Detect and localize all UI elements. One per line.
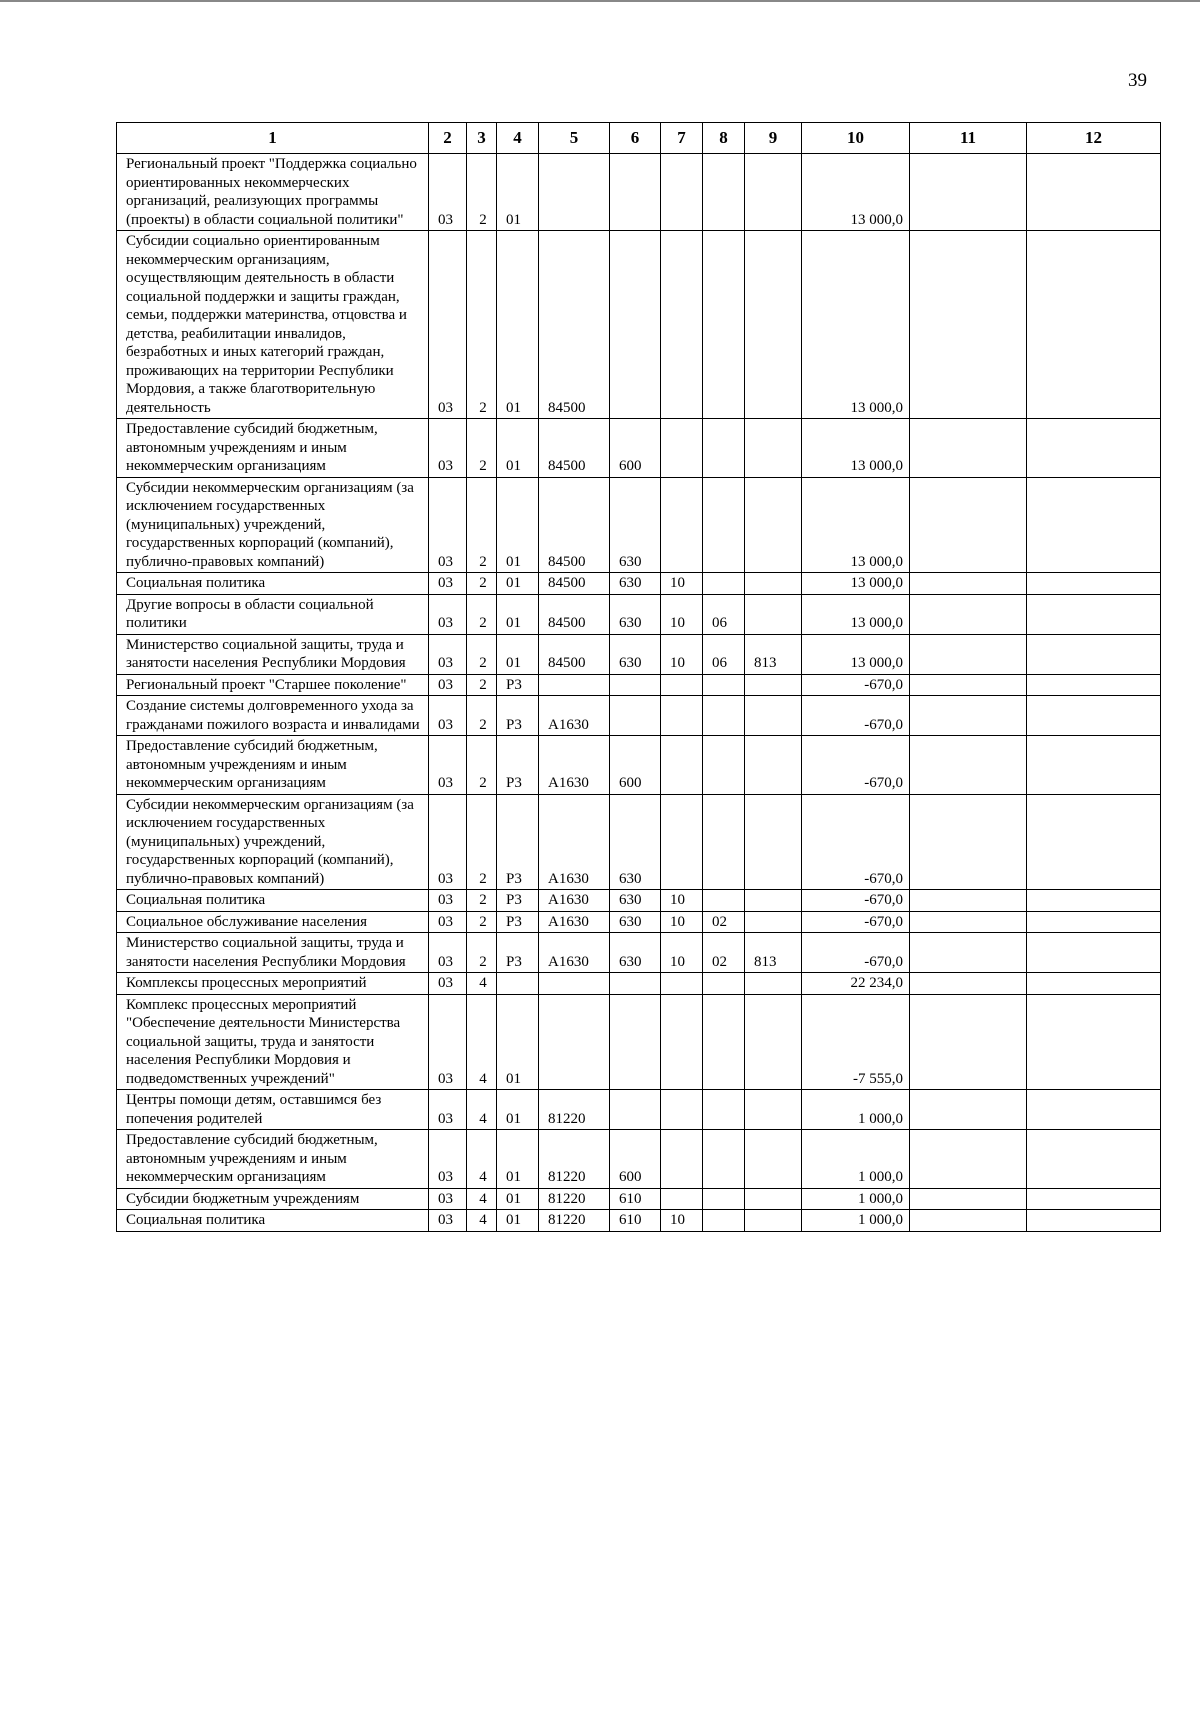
section-cell: 10: [661, 594, 703, 634]
column-11-cell: [910, 933, 1027, 973]
amount-cell: 22 234,0: [802, 973, 910, 995]
subsection-cell: [703, 1090, 745, 1130]
row-name-cell: Субсидии некоммерческим организациям (за исключением государственных (муниципальных) учреждений, государственных корпораций (компаний), публично-правовых компаний): [117, 477, 429, 573]
program-code-cell: 4: [467, 1188, 497, 1210]
ministry-code-cell: [745, 1188, 802, 1210]
amount-cell: 13 000,0: [802, 594, 910, 634]
section-cell: [661, 1090, 703, 1130]
subsection-cell: [703, 1210, 745, 1232]
expense-type-cell: 600: [610, 419, 661, 478]
column-12-cell: [1027, 419, 1161, 478]
row-name-cell: Предоставление субсидий бюджетным, автономным учреждениям и иным некоммерческим организациям: [117, 1130, 429, 1189]
column-header: 12: [1027, 123, 1161, 154]
column-12-cell: [1027, 994, 1161, 1090]
section-code-cell: 03: [429, 736, 467, 795]
project-code-cell: Р3: [497, 890, 539, 912]
subsection-cell: [703, 674, 745, 696]
subsection-cell: [703, 973, 745, 995]
direction-code-cell: А1630: [539, 736, 610, 795]
ministry-code-cell: [745, 994, 802, 1090]
row-name-cell: Создание системы долговременного ухода за гражданами пожилого возраста и инвалидами: [117, 696, 429, 736]
program-code-cell: 2: [467, 231, 497, 419]
table-row: [117, 419, 1161, 478]
amount-cell: 13 000,0: [802, 154, 910, 231]
column-12-cell: [1027, 154, 1161, 231]
project-code-cell: 01: [497, 154, 539, 231]
section-cell: [661, 477, 703, 573]
subsection-cell: [703, 696, 745, 736]
ministry-code-cell: [745, 973, 802, 995]
column-12-cell: [1027, 634, 1161, 674]
amount-cell: -670,0: [802, 911, 910, 933]
column-11-cell: [910, 573, 1027, 595]
subsection-cell: [703, 477, 745, 573]
subsection-cell: [703, 419, 745, 478]
row-name-cell: Министерство социальной защиты, труда и занятости населения Республики Мордовия: [117, 933, 429, 973]
column-12-cell: [1027, 973, 1161, 995]
program-code-cell: 2: [467, 736, 497, 795]
column-11-cell: [910, 794, 1027, 890]
section-code-cell: 03: [429, 154, 467, 231]
program-code-cell: 2: [467, 911, 497, 933]
section-code-cell: 03: [429, 477, 467, 573]
table-body: [117, 154, 1161, 1232]
subsection-cell: [703, 231, 745, 419]
ministry-code-cell: [745, 1130, 802, 1189]
section-cell: 10: [661, 933, 703, 973]
section-code-cell: 03: [429, 696, 467, 736]
section-code-cell: 03: [429, 994, 467, 1090]
subsection-cell: [703, 1130, 745, 1189]
project-code-cell: Р3: [497, 933, 539, 973]
program-code-cell: 2: [467, 696, 497, 736]
row-name-cell: Субсидии социально ориентированным некоммерческим организациям, осуществляющим деятельность в области социальной поддержки и защиты граждан, семьи, поддержки материнства, отцовства и детства, реабилитации инвалидов, безработных и иных категорий граждан, проживающих на территории Республики Мордовия, а также благотворительную деятельность: [117, 231, 429, 419]
section-cell: 10: [661, 911, 703, 933]
row-name-cell: Субсидии бюджетным учреждениям: [117, 1188, 429, 1210]
project-code-cell: 01: [497, 1130, 539, 1189]
program-code-cell: 2: [467, 634, 497, 674]
section-cell: 10: [661, 573, 703, 595]
project-code-cell: 01: [497, 231, 539, 419]
expense-type-cell: 630: [610, 890, 661, 912]
expense-type-cell: 630: [610, 594, 661, 634]
section-code-cell: 03: [429, 1188, 467, 1210]
direction-code-cell: [539, 154, 610, 231]
table-row: [117, 973, 1161, 995]
expense-type-cell: 610: [610, 1210, 661, 1232]
column-header: 5: [539, 123, 610, 154]
direction-code-cell: 84500: [539, 477, 610, 573]
header-row: [117, 123, 1161, 154]
amount-cell: -670,0: [802, 890, 910, 912]
expense-type-cell: 600: [610, 1130, 661, 1189]
section-cell: [661, 973, 703, 995]
section-cell: 10: [661, 634, 703, 674]
project-code-cell: [497, 973, 539, 995]
amount-cell: -7 555,0: [802, 994, 910, 1090]
program-code-cell: 2: [467, 933, 497, 973]
column-11-cell: [910, 890, 1027, 912]
section-cell: [661, 736, 703, 795]
section-code-cell: 03: [429, 634, 467, 674]
table-row: [117, 1188, 1161, 1210]
column-11-cell: [910, 1090, 1027, 1130]
expense-type-cell: 610: [610, 1188, 661, 1210]
direction-code-cell: [539, 973, 610, 995]
column-11-cell: [910, 1188, 1027, 1210]
subsection-cell: 02: [703, 911, 745, 933]
column-12-cell: [1027, 1130, 1161, 1189]
subsection-cell: [703, 154, 745, 231]
program-code-cell: 2: [467, 154, 497, 231]
row-name-cell: Центры помощи детям, оставшимся без попечения родителей: [117, 1090, 429, 1130]
column-header: 1: [117, 123, 429, 154]
project-code-cell: Р3: [497, 794, 539, 890]
ministry-code-cell: [745, 890, 802, 912]
column-11-cell: [910, 594, 1027, 634]
section-cell: [661, 794, 703, 890]
project-code-cell: 01: [497, 573, 539, 595]
table-row: [117, 933, 1161, 973]
ministry-code-cell: [745, 911, 802, 933]
expense-type-cell: [610, 973, 661, 995]
program-code-cell: 2: [467, 419, 497, 478]
column-12-cell: [1027, 794, 1161, 890]
direction-code-cell: [539, 994, 610, 1090]
project-code-cell: 01: [497, 594, 539, 634]
ministry-code-cell: [745, 154, 802, 231]
row-name-cell: Субсидии некоммерческим организациям (за исключением государственных (муниципальных) учреждений, государственных корпораций (компаний), публично-правовых компаний): [117, 794, 429, 890]
table-row: [117, 477, 1161, 573]
project-code-cell: Р3: [497, 674, 539, 696]
expense-type-cell: 630: [610, 911, 661, 933]
amount-cell: -670,0: [802, 933, 910, 973]
expense-type-cell: 600: [610, 736, 661, 795]
ministry-code-cell: [745, 419, 802, 478]
direction-code-cell: 81220: [539, 1090, 610, 1130]
subsection-cell: [703, 994, 745, 1090]
program-code-cell: 2: [467, 477, 497, 573]
expense-type-cell: 630: [610, 477, 661, 573]
amount-cell: 1 000,0: [802, 1090, 910, 1130]
table-row: [117, 674, 1161, 696]
direction-code-cell: 81220: [539, 1188, 610, 1210]
section-cell: [661, 696, 703, 736]
amount-cell: -670,0: [802, 696, 910, 736]
section-cell: 10: [661, 1210, 703, 1232]
project-code-cell: Р3: [497, 696, 539, 736]
ministry-code-cell: [745, 794, 802, 890]
section-code-cell: 03: [429, 794, 467, 890]
column-11-cell: [910, 973, 1027, 995]
amount-cell: -670,0: [802, 736, 910, 795]
project-code-cell: 01: [497, 477, 539, 573]
program-code-cell: 4: [467, 1210, 497, 1232]
section-code-cell: 03: [429, 890, 467, 912]
column-12-cell: [1027, 1090, 1161, 1130]
subsection-cell: 06: [703, 634, 745, 674]
column-12-cell: [1027, 736, 1161, 795]
column-header: 11: [910, 123, 1027, 154]
column-header: 7: [661, 123, 703, 154]
table-row: [117, 231, 1161, 419]
column-header: 10: [802, 123, 910, 154]
direction-code-cell: А1630: [539, 890, 610, 912]
column-header: 2: [429, 123, 467, 154]
ministry-code-cell: 813: [745, 933, 802, 973]
section-cell: [661, 1130, 703, 1189]
subsection-cell: [703, 573, 745, 595]
section-code-cell: 03: [429, 231, 467, 419]
project-code-cell: 01: [497, 419, 539, 478]
section-code-cell: 03: [429, 911, 467, 933]
section-code-cell: 03: [429, 674, 467, 696]
expense-type-cell: 630: [610, 634, 661, 674]
column-header: 4: [497, 123, 539, 154]
row-name-cell: Социальная политика: [117, 573, 429, 595]
table-row: [117, 154, 1161, 231]
section-cell: [661, 154, 703, 231]
program-code-cell: 4: [467, 994, 497, 1090]
program-code-cell: 2: [467, 594, 497, 634]
direction-code-cell: 84500: [539, 419, 610, 478]
column-11-cell: [910, 477, 1027, 573]
table-row: [117, 696, 1161, 736]
project-code-cell: Р3: [497, 911, 539, 933]
section-cell: 10: [661, 890, 703, 912]
expense-type-cell: [610, 154, 661, 231]
column-12-cell: [1027, 1210, 1161, 1232]
row-name-cell: Социальное обслуживание населения: [117, 911, 429, 933]
column-12-cell: [1027, 573, 1161, 595]
expense-type-cell: [610, 231, 661, 419]
project-code-cell: 01: [497, 1090, 539, 1130]
expense-type-cell: [610, 674, 661, 696]
column-11-cell: [910, 736, 1027, 795]
direction-code-cell: 81220: [539, 1210, 610, 1232]
ministry-code-cell: [745, 231, 802, 419]
ministry-code-cell: [745, 696, 802, 736]
table-row: [117, 736, 1161, 795]
column-11-cell: [910, 696, 1027, 736]
subsection-cell: 02: [703, 933, 745, 973]
amount-cell: 1 000,0: [802, 1130, 910, 1189]
table-row: [117, 794, 1161, 890]
subsection-cell: [703, 794, 745, 890]
table-row: [117, 634, 1161, 674]
ministry-code-cell: [745, 674, 802, 696]
amount-cell: -670,0: [802, 794, 910, 890]
column-11-cell: [910, 154, 1027, 231]
subsection-cell: [703, 1188, 745, 1210]
ministry-code-cell: [745, 1210, 802, 1232]
column-12-cell: [1027, 477, 1161, 573]
row-name-cell: Предоставление субсидий бюджетным, автономным учреждениям и иным некоммерческим организациям: [117, 736, 429, 795]
column-11-cell: [910, 994, 1027, 1090]
row-name-cell: Комплексы процессных мероприятий: [117, 973, 429, 995]
expense-type-cell: 630: [610, 794, 661, 890]
row-name-cell: Комплекс процессных мероприятий "Обеспечение деятельности Министерства социальной защиты, труда и занятости населения Республики Мордовия и подведомственных учреждений": [117, 994, 429, 1090]
expense-type-cell: [610, 1090, 661, 1130]
section-cell: [661, 419, 703, 478]
subsection-cell: [703, 736, 745, 795]
program-code-cell: 2: [467, 794, 497, 890]
scan-top-edge: [0, 0, 1200, 2]
section-code-cell: 03: [429, 973, 467, 995]
program-code-cell: 2: [467, 674, 497, 696]
table-row: [117, 890, 1161, 912]
column-11-cell: [910, 419, 1027, 478]
column-12-cell: [1027, 890, 1161, 912]
direction-code-cell: 84500: [539, 231, 610, 419]
row-name-cell: Другие вопросы в области социальной политики: [117, 594, 429, 634]
budget-table: [116, 122, 1161, 1232]
amount-cell: 1 000,0: [802, 1188, 910, 1210]
program-code-cell: 4: [467, 1090, 497, 1130]
amount-cell: -670,0: [802, 674, 910, 696]
direction-code-cell: А1630: [539, 696, 610, 736]
amount-cell: 13 000,0: [802, 419, 910, 478]
table-row: [117, 573, 1161, 595]
column-12-cell: [1027, 1188, 1161, 1210]
amount-cell: 13 000,0: [802, 231, 910, 419]
project-code-cell: 01: [497, 1210, 539, 1232]
column-12-cell: [1027, 674, 1161, 696]
table-row: [117, 994, 1161, 1090]
ministry-code-cell: [745, 573, 802, 595]
program-code-cell: 4: [467, 1130, 497, 1189]
table-row: [117, 594, 1161, 634]
section-code-cell: 03: [429, 1130, 467, 1189]
direction-code-cell: [539, 674, 610, 696]
ministry-code-cell: [745, 736, 802, 795]
row-name-cell: Региональный проект "Поддержка социально ориентированных некоммерческих организаций, реализующих программы (проекты) в области социальной политики": [117, 154, 429, 231]
section-code-cell: 03: [429, 594, 467, 634]
row-name-cell: Социальная политика: [117, 890, 429, 912]
row-name-cell: Предоставление субсидий бюджетным, автономным учреждениям и иным некоммерческим организациям: [117, 419, 429, 478]
section-code-cell: 03: [429, 1210, 467, 1232]
ministry-code-cell: [745, 594, 802, 634]
ministry-code-cell: [745, 477, 802, 573]
column-11-cell: [910, 674, 1027, 696]
column-11-cell: [910, 911, 1027, 933]
section-cell: [661, 1188, 703, 1210]
amount-cell: 1 000,0: [802, 1210, 910, 1232]
column-11-cell: [910, 634, 1027, 674]
column-12-cell: [1027, 231, 1161, 419]
column-header: 6: [610, 123, 661, 154]
column-11-cell: [910, 231, 1027, 419]
expense-type-cell: [610, 994, 661, 1090]
amount-cell: 13 000,0: [802, 477, 910, 573]
expense-type-cell: [610, 696, 661, 736]
section-code-cell: 03: [429, 573, 467, 595]
section-cell: [661, 674, 703, 696]
row-name-cell: Социальная политика: [117, 1210, 429, 1232]
direction-code-cell: А1630: [539, 933, 610, 973]
section-code-cell: 03: [429, 933, 467, 973]
column-12-cell: [1027, 911, 1161, 933]
column-11-cell: [910, 1210, 1027, 1232]
table-row: [117, 911, 1161, 933]
column-header: 3: [467, 123, 497, 154]
column-header: 9: [745, 123, 802, 154]
direction-code-cell: 84500: [539, 573, 610, 595]
section-cell: [661, 994, 703, 1090]
column-12-cell: [1027, 696, 1161, 736]
direction-code-cell: 81220: [539, 1130, 610, 1189]
table-row: [117, 1130, 1161, 1189]
table-row: [117, 1210, 1161, 1232]
subsection-cell: [703, 890, 745, 912]
ministry-code-cell: [745, 1090, 802, 1130]
expense-type-cell: 630: [610, 933, 661, 973]
direction-code-cell: 84500: [539, 594, 610, 634]
project-code-cell: 01: [497, 994, 539, 1090]
ministry-code-cell: 813: [745, 634, 802, 674]
page-number: 39: [1128, 70, 1147, 91]
column-12-cell: [1027, 933, 1161, 973]
project-code-cell: 01: [497, 1188, 539, 1210]
program-code-cell: 2: [467, 573, 497, 595]
column-12-cell: [1027, 594, 1161, 634]
column-11-cell: [910, 1130, 1027, 1189]
amount-cell: 13 000,0: [802, 634, 910, 674]
column-header: 8: [703, 123, 745, 154]
direction-code-cell: 84500: [539, 634, 610, 674]
program-code-cell: 2: [467, 890, 497, 912]
row-name-cell: Министерство социальной защиты, труда и занятости населения Республики Мордовия: [117, 634, 429, 674]
section-code-cell: 03: [429, 419, 467, 478]
amount-cell: 13 000,0: [802, 573, 910, 595]
expense-type-cell: 630: [610, 573, 661, 595]
direction-code-cell: А1630: [539, 911, 610, 933]
section-cell: [661, 231, 703, 419]
project-code-cell: Р3: [497, 736, 539, 795]
table-row: [117, 1090, 1161, 1130]
program-code-cell: 4: [467, 973, 497, 995]
direction-code-cell: А1630: [539, 794, 610, 890]
subsection-cell: 06: [703, 594, 745, 634]
row-name-cell: Региональный проект "Старшее поколение": [117, 674, 429, 696]
section-code-cell: 03: [429, 1090, 467, 1130]
project-code-cell: 01: [497, 634, 539, 674]
